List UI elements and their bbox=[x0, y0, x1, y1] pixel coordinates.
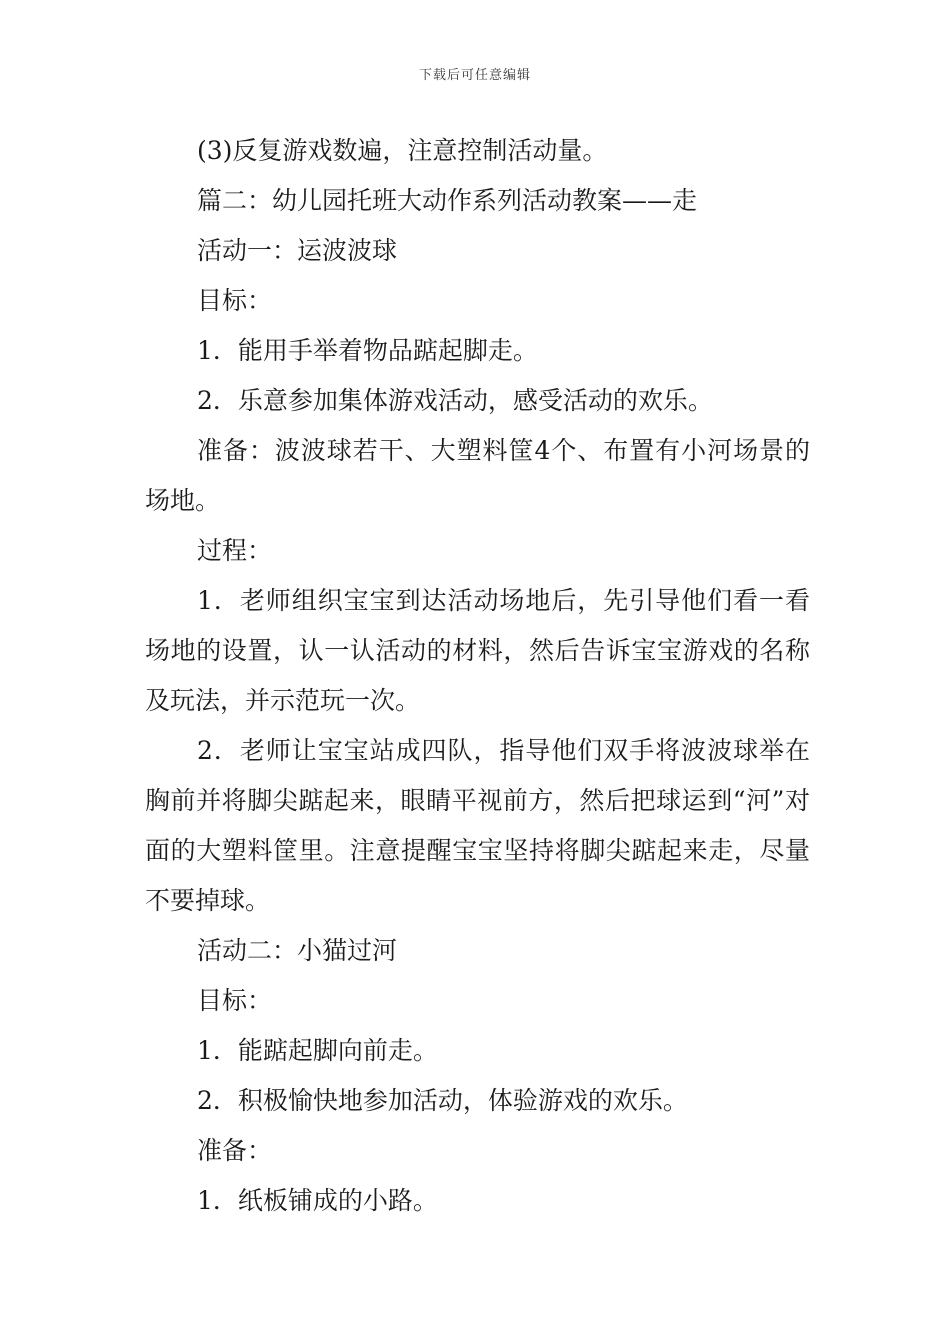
preparation-heading-2: 准备： bbox=[197, 1136, 273, 1165]
activity-two-title: 活动二：小猫过河 bbox=[197, 936, 398, 965]
activity-one-title: 活动一：运波波球 bbox=[197, 236, 398, 265]
preparation-paragraph-1: 准备：波波球若干、大塑料筐4个、布置有小河场景的场地。 bbox=[145, 436, 810, 515]
process-step-2: 2．老师让宝宝站成四队，指导他们双手将波波球举在胸前并将脚尖踮起来，眼睛平视前方，然后把球运到“河”对面的大塑料筐里。注意提醒宝宝坚持将脚尖踮起来走，尽量不要掉球。 bbox=[145, 736, 810, 915]
goal-item-2-2: 2．积极愉快地参加活动，体验游戏的欢乐。 bbox=[197, 1086, 688, 1115]
goal-item-1: 1．能用手举着物品踮起脚走。 bbox=[197, 336, 538, 365]
goal-item-2: 2．乐意参加集体游戏活动，感受活动的欢乐。 bbox=[197, 386, 713, 415]
goals-heading-1: 目标： bbox=[197, 286, 273, 315]
process-heading: 过程： bbox=[197, 536, 273, 565]
section-title-part-two: 篇二：幼儿园托班大动作系列活动教案——走 bbox=[197, 186, 698, 215]
document-body bbox=[145, 126, 810, 1226]
process-step-1: 1．老师组织宝宝到达活动场地后，先引导他们看一看场地的设置，认一认活动的材料，然后告诉宝宝游戏的名称及玩法，并示范玩一次。 bbox=[145, 586, 810, 715]
goals-heading-2: 目标： bbox=[197, 986, 273, 1015]
goal-item-2-1: 1．能踮起脚向前走。 bbox=[197, 1036, 438, 1065]
paragraph-repeat-game: (3)反复游戏数遍，注意控制活动量。 bbox=[197, 136, 608, 165]
preparation-item-2-1: 1．纸板铺成的小路。 bbox=[197, 1186, 438, 1215]
page-header-note: 下载后可任意编辑 bbox=[418, 68, 531, 83]
